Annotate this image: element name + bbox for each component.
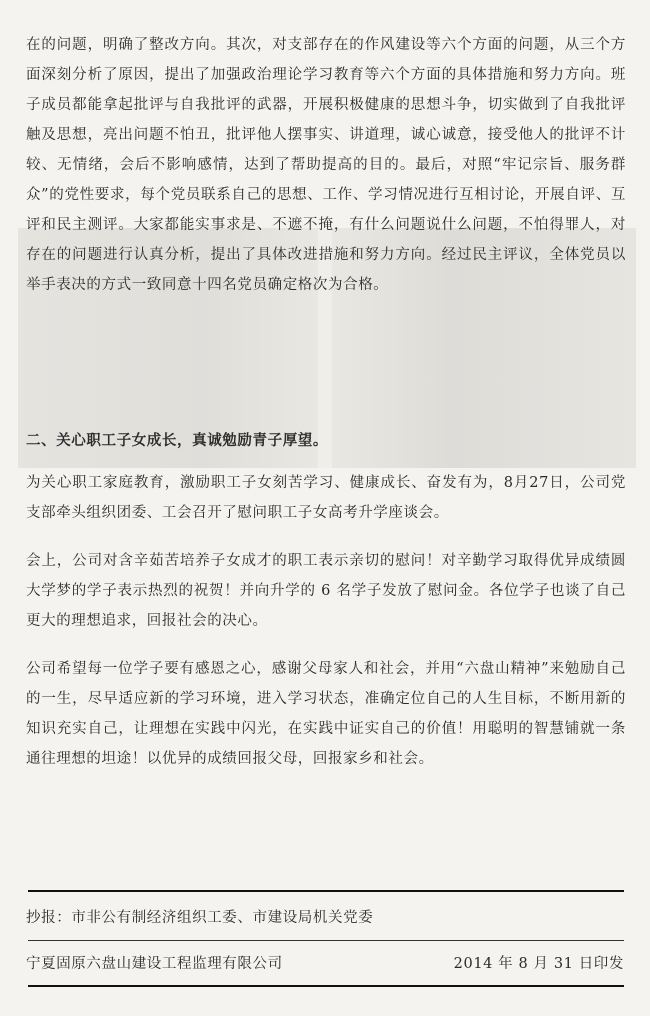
footer-top-rule (28, 890, 624, 892)
issuer-name: 宁夏固原六盘山建设工程监理有限公司 (26, 956, 283, 972)
paragraph-expectation: 公司希望每一位学子要有感恩之心，感谢父母家人和社会，并用“六盘山精神”来勉励自己的一生，尽早适应新的学习环境，进入学习状态，准确定位自己的人生目标，不断用新的知识充实自己，让理想在实践中闪光，在实践中证实自己的价值！用聪明的智慧铺就一条通往理想的坦途！以优异的成绩回报父母，回报家乡和社会。 (26, 661, 626, 767)
paragraph-meeting: 会上，公司对含辛茹苦培养子女成才的职工表示亲切的慰问！对辛勤学习取得优异成绩圆大学梦的学子表示热烈的祝贺！并向升学的 6 名学子发放了慰问金。各位学子也谈了自己更大的理想追求，回报社会的决心。 (26, 553, 626, 629)
issue-date: 2014 年 8 月 31 日印发 (453, 956, 624, 972)
paragraph-care-education: 为关心职工家庭教育，激励职工子女刻苦学习、健康成长、奋发有为，8月27日，公司党支部牵头组织团委、工会召开了慰问职工子女高考升学座谈会。 (26, 475, 626, 521)
paragraph-party-review: 在的问题，明确了整改方向。其次，对支部存在的作风建设等六个方面的问题，从三个方面深刻分析了原因，提出了加强政治理论学习教育等六个方面的具体措施和努力方向。班子成员都能拿起批评与自我批评的武器，开展积极健康的思想斗争，切实做到了自我批评触及思想，亮出问题不怕丑，批评他人摆事实、讲道理，诚心诚意，接受他人的批评不计较、无情绪，会后不影响感情，达到了帮助提高的目的。最后，对照“牢记宗旨、服务群众”的党性要求，每个党员联系自己的思想、工作、学习情况进行互相讨论，开展自评、互评和民主测评。大家都能实事求是、不遮不掩，有什么问题说什么问题，不怕得罪人，对存在的问题进行认真分析，提出了具体改进措施和努力方向。经过民主评议，全体党员以举手表决的方式一致同意十四名党员确定格次为合格。 (26, 37, 626, 293)
footer-bottom-rule (28, 985, 624, 987)
footer-middle-rule (28, 940, 624, 941)
cc-line: 抄报：市非公有制经济组织工委、市建设局机关党委 (26, 910, 374, 926)
section-heading-2: 二、关心职工子女成长，真诚勉励青子厚望。 (26, 432, 328, 449)
